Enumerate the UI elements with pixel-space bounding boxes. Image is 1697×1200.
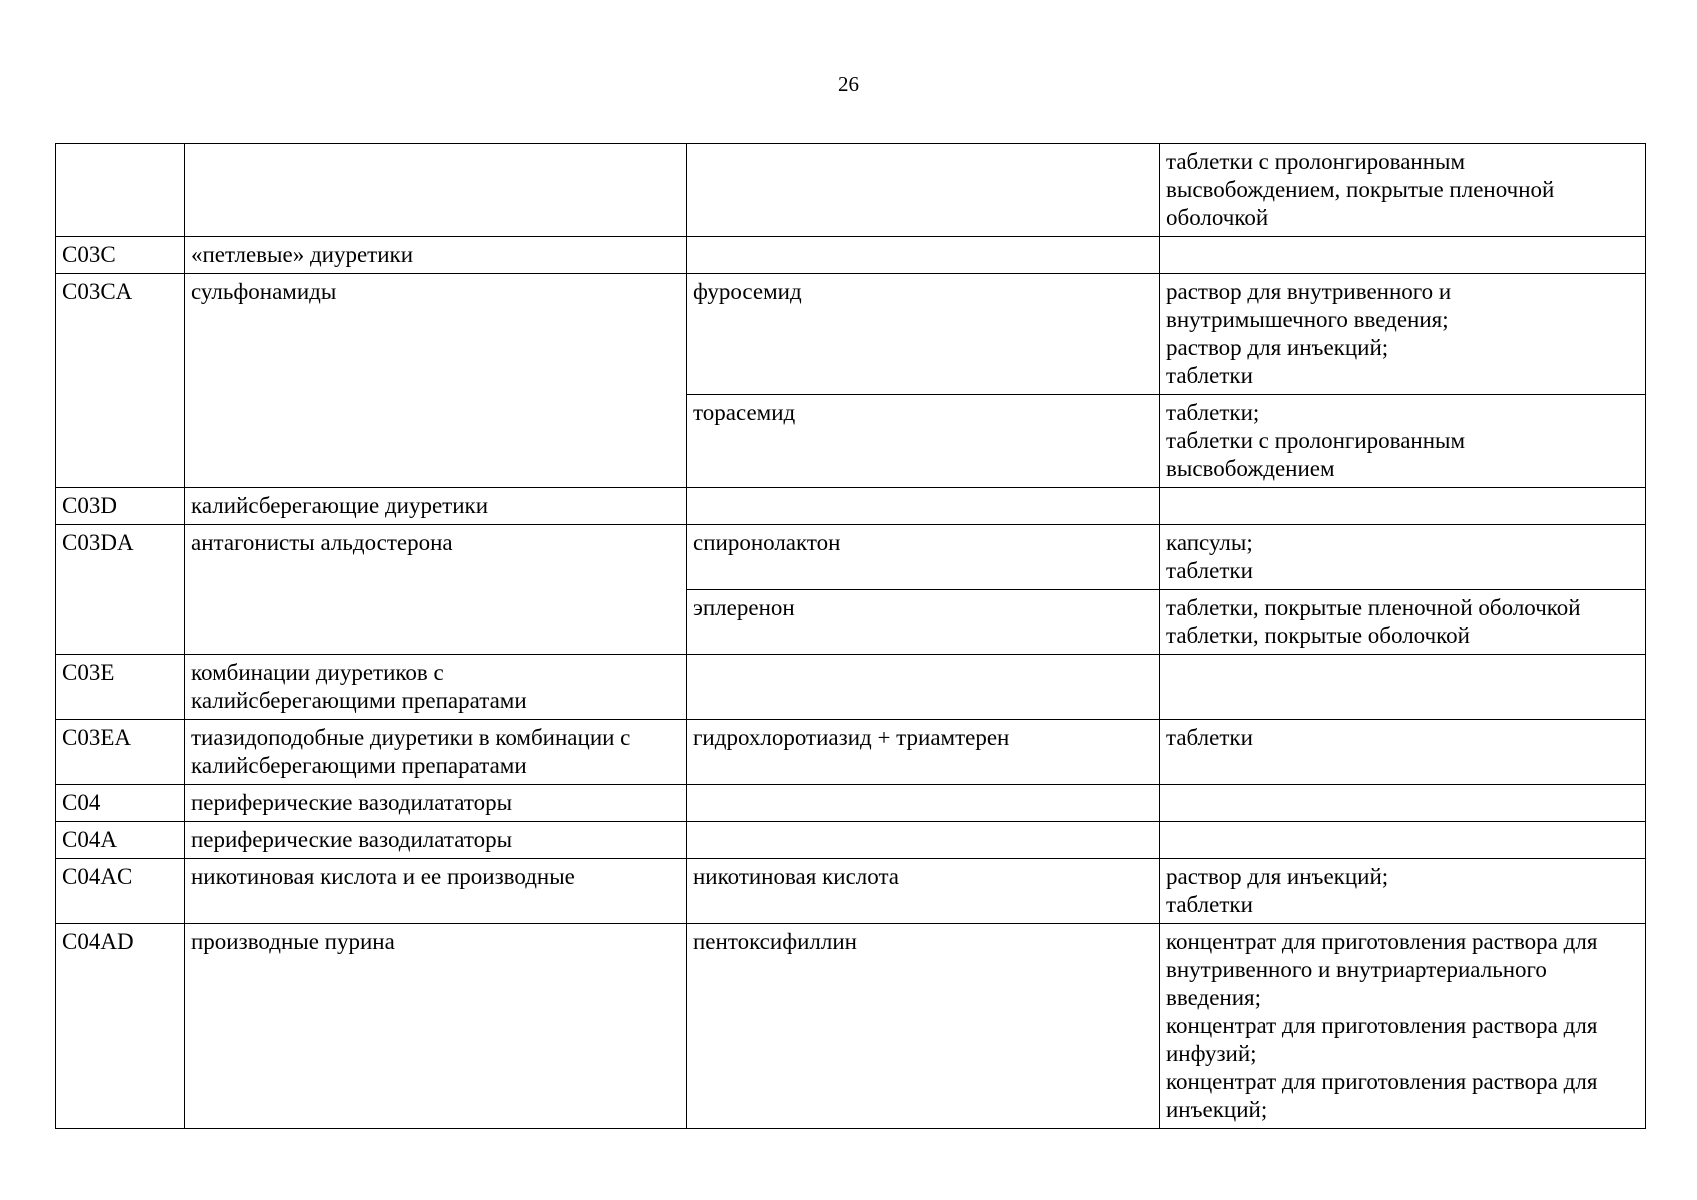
drug-cell: эплеренон	[687, 590, 1160, 655]
dosage-form-cell: таблетки, покрытые пленочной оболочкой таблетки, покрытые оболочкой	[1160, 590, 1646, 655]
table-row	[56, 785, 1646, 822]
dosage-form-cell: концентрат для приготовления раствора для внутривенного и внутриартериального введения; концентрат для приготовления раствора для инфузий; концентрат для приготовления раствора для инъекций;	[1160, 924, 1646, 1129]
atc-code-cell: C04	[56, 785, 185, 822]
group-cell: сульфонамиды	[185, 274, 687, 488]
dosage-form-cell: раствор для инъекций; таблетки	[1160, 859, 1646, 924]
table-row	[56, 237, 1646, 274]
group-cell: «петлевые» диуретики	[185, 237, 687, 274]
atc-code-cell: C04AC	[56, 859, 185, 924]
dosage-form-cell: таблетки с пролонгированным высвобождением, покрытые пленочной оболочкой	[1160, 144, 1646, 237]
atc-code-cell: C03D	[56, 488, 185, 525]
atc-code-cell: C03EA	[56, 720, 185, 785]
dosage-form-cell	[1160, 655, 1646, 720]
dosage-form-cell	[1160, 488, 1646, 525]
group-cell: периферические вазодилататоры	[185, 785, 687, 822]
table-row	[56, 924, 1646, 1129]
table-row	[56, 144, 1646, 237]
drug-cell	[687, 237, 1160, 274]
group-cell: калийсберегающие диуретики	[185, 488, 687, 525]
atc-code-cell	[56, 144, 185, 237]
dosage-form-cell	[1160, 822, 1646, 859]
drug-cell: гидрохлоротиазид + триамтерен	[687, 720, 1160, 785]
dosage-form-cell: капсулы; таблетки	[1160, 525, 1646, 590]
drug-cell	[687, 822, 1160, 859]
group-cell: никотиновая кислота и ее производные	[185, 859, 687, 924]
table-row	[56, 274, 1646, 395]
group-cell: комбинации диуретиков с калийсберегающими препаратами	[185, 655, 687, 720]
drug-cell: фуросемид	[687, 274, 1160, 395]
atc-code-cell: C03CA	[56, 274, 185, 488]
dosage-form-cell	[1160, 785, 1646, 822]
drug-cell	[687, 144, 1160, 237]
drug-table	[55, 143, 1646, 1129]
group-cell: производные пурина	[185, 924, 687, 1129]
drug-cell	[687, 488, 1160, 525]
drug-cell: спиронолактон	[687, 525, 1160, 590]
drug-cell: никотиновая кислота	[687, 859, 1160, 924]
drug-cell: пентоксифиллин	[687, 924, 1160, 1129]
group-cell	[185, 144, 687, 237]
dosage-form-cell: таблетки; таблетки с пролонгированным высвобождением	[1160, 395, 1646, 488]
table-row	[56, 488, 1646, 525]
table-row	[56, 859, 1646, 924]
atc-code-cell: C03E	[56, 655, 185, 720]
atc-code-cell: C03DA	[56, 525, 185, 655]
atc-code-cell: C04AD	[56, 924, 185, 1129]
dosage-form-cell	[1160, 237, 1646, 274]
group-cell: тиазидоподобные диуретики в комбинации с калийсберегающими препаратами	[185, 720, 687, 785]
atc-code-cell: C03C	[56, 237, 185, 274]
table-row	[56, 720, 1646, 785]
table-row	[56, 525, 1646, 590]
group-cell: периферические вазодилататоры	[185, 822, 687, 859]
table-row	[56, 655, 1646, 720]
drug-cell	[687, 785, 1160, 822]
atc-code-cell: C04A	[56, 822, 185, 859]
table-row	[56, 822, 1646, 859]
dosage-form-cell: раствор для внутривенного и внутримышечного введения; раствор для инъекций; таблетки	[1160, 274, 1646, 395]
dosage-form-cell: таблетки	[1160, 720, 1646, 785]
group-cell: антагонисты альдостерона	[185, 525, 687, 655]
page-number: 26	[838, 72, 859, 96]
drug-cell: торасемид	[687, 395, 1160, 488]
drug-cell	[687, 655, 1160, 720]
